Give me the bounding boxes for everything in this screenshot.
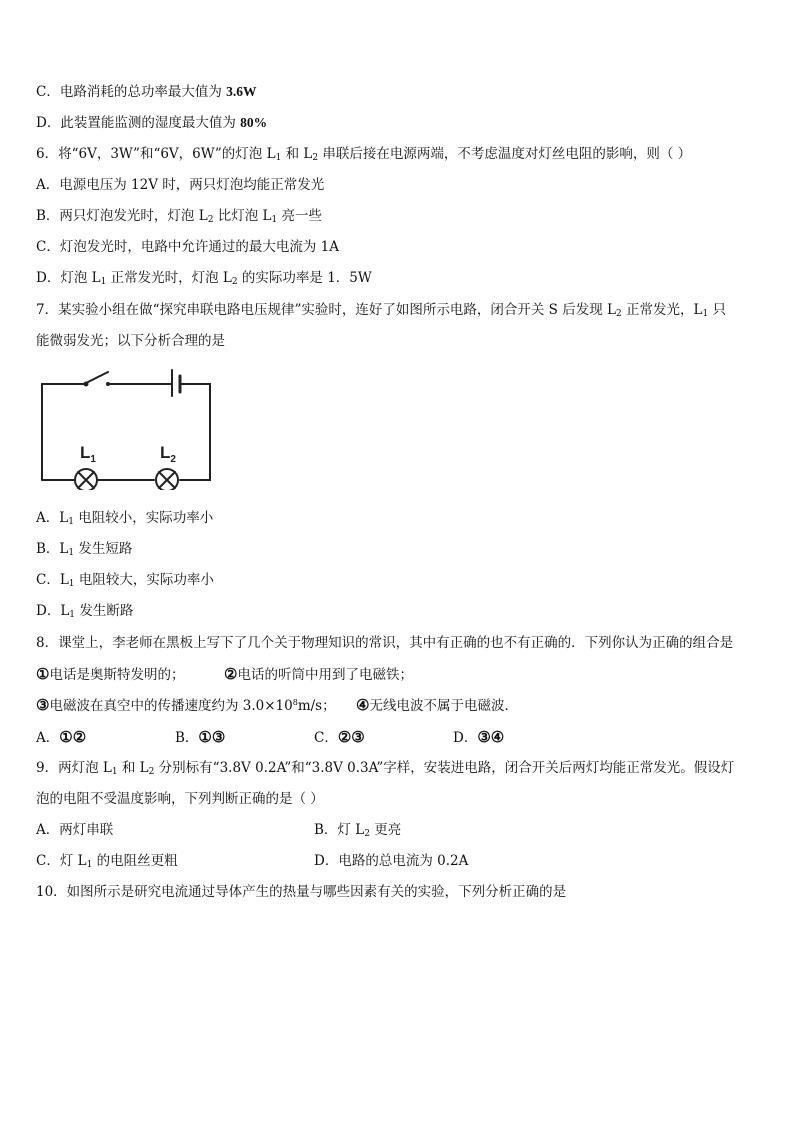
q8-option-b: B．①③ [175, 728, 226, 746]
q7-stem: 7．某实验小组在做“探究串联电路电压规律”实验时，连好了如图所示电路，闭合开关 S 后发现 $L_2$ 正常发光，$L_1$ 只 [36, 302, 727, 319]
lamp-l2-label: L [160, 443, 171, 462]
lamp-l2-subscript: 2 [170, 454, 176, 465]
svg-text:L2 [160, 443, 176, 465]
q5-option-d: D．此装置能监测的湿度最大值为 80% [36, 115, 268, 131]
q6-option-a: A．电源电压为 12V 时，两只灯泡均能正常发光 [36, 177, 325, 193]
q8-statement-4: ④无线电波不属于电磁波． [356, 696, 518, 714]
q10-stem: 10．如图所示是研究电流通过导体产生的热量与哪些因素有关的实验，下列分析正确的是 [36, 884, 567, 900]
svg-text:L1 [80, 443, 96, 465]
q8-statement-3: ③电磁波在真空中的传播速度约为 $3.0\times 10^8m/s$； [36, 696, 336, 714]
circuit-wire-left [42, 384, 86, 480]
lamp-l1-label: L [80, 443, 91, 462]
series-circuit-diagram [36, 362, 216, 490]
q7-option-a: A．$L_1$ 电阻较小，实际功率小 [36, 510, 214, 527]
q6-option-b: B．两只灯泡发光时，灯泡 $L_2$ 比灯泡 $L_1$ 亮一些 [36, 208, 323, 225]
q6-stem: 6．将“6V，3W”和“6V，6W”的灯泡 $L_1$ 和 $L_2$ 串联后接在电源两端，不考虑温度对灯丝电阻的影响，则（ ） [36, 146, 692, 163]
q9-option-c: C．灯 $L_1$ 的电阻丝更粗 [36, 853, 178, 870]
q6-option-c: C．灯泡发光时，电路中允许通过的最大电流为 1A [36, 239, 339, 255]
q9-option-b: B．灯 $L_2$ 更亮 [314, 822, 402, 839]
q7-option-c: C．$L_1$ 电阻较大，实际功率小 [36, 572, 214, 589]
q9-stem: 9．两灯泡 $L_1$ 和 $L_2$ 分别标有“3.8V 0.2A”和“3.8V 0.3A”字样，安装进电路，闭合开关后两灯均能正常发光。假设灯 [36, 760, 735, 777]
q9-stem-line2: 泡的电阻不受温度影响，下列判断正确的是（ ） [36, 791, 324, 807]
switch-contact-dot [106, 382, 110, 386]
q8-option-c: C．②③ [314, 728, 365, 746]
lamp-l2-cross [159, 472, 175, 488]
q7-option-d: D．$L_1$ 发生断路 [36, 603, 134, 620]
q8-statement-1: ①电话是奥斯特发明的； [36, 665, 185, 683]
q7-stem-line2: 能微弱发光；以下分析合理的是 [36, 333, 225, 349]
q6-option-d: D．灯泡 $L_1$ 正常发光时，灯泡 $L_2$ 的实际功率是 1．5W [36, 270, 372, 287]
q8-option-d: D．③④ [453, 728, 505, 746]
q9-option-d: D．电路的总电流为 0.2A [314, 853, 469, 869]
q9-option-a: A．两灯串联 [36, 822, 114, 838]
q8-stem: 8．课堂上，李老师在黑板上写下了几个关于物理知识的常识，其中有正确的也不有正确的．下列你认为正确的组合是 [36, 635, 734, 651]
lamp-l1-cross [78, 472, 94, 488]
q8-option-a: A．①② [36, 728, 87, 746]
q8-statement-2: ②电话的听筒中用到了电磁铁； [224, 665, 413, 683]
circuit-wire-right [180, 384, 210, 480]
lamp-l1-subscript: 1 [90, 454, 96, 465]
switch-lever [88, 372, 108, 382]
q5-option-c: C．电路消耗的总功率最大值为 3.6W [36, 84, 257, 100]
q7-option-b: B．$L_1$ 发生短路 [36, 541, 133, 558]
switch-pivot-dot [84, 382, 89, 387]
